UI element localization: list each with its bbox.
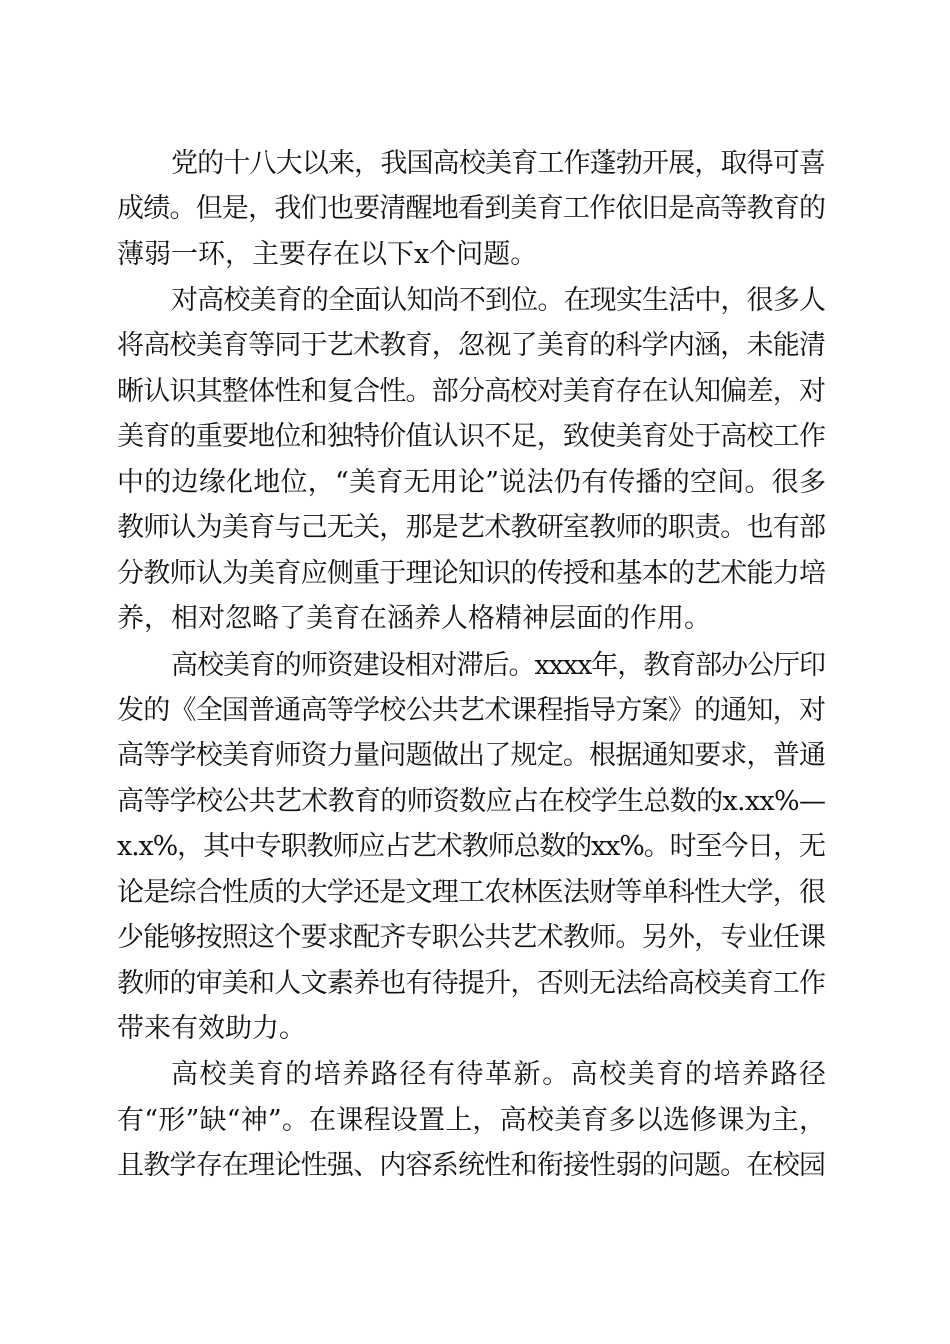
- line-text: 教师的审美和人文素养也有待提升，否则无法给高校美育工作: [117, 968, 826, 999]
- line-text: 有“形”缺“神”。在课程设置上，高校美育多以选修课为主，: [117, 1105, 827, 1136]
- paragraph-2-line-3: [0, 372, 950, 412]
- line-text: 将高校美育等同于艺术教育，忽视了美育的科学内涵，未能清: [117, 330, 826, 361]
- line-text: 分教师认为美育应侧重于理论知识的传授和基本的艺术能力培: [117, 558, 826, 589]
- paragraph-3-line-3: [0, 736, 950, 776]
- line-text: 高等学校公共艺术教育的师资数应占在校学生总数的x.xx%—: [117, 786, 826, 817]
- paragraph-2-line-5: [0, 463, 950, 503]
- paragraph-2-line-6: [0, 508, 950, 548]
- paragraph-4-line-3: [0, 1146, 950, 1186]
- paragraph-2-line-1: [0, 281, 950, 321]
- line-text: 美育的重要地位和独特价值认识不足，致使美育处于高校工作: [117, 421, 826, 452]
- paragraph-4-line-1: [0, 1055, 950, 1095]
- line-text: 高校美育的师资建设相对滞后。xxxx年，教育部办公厅印: [171, 650, 825, 681]
- paragraph-1-line-2: [0, 189, 950, 229]
- line-text: 教师认为美育与己无关，那是艺术教研室教师的职责。也有部: [117, 512, 826, 543]
- line-text: 且教学存在理论性强、内容系统性和衔接性弱的问题。在校园: [117, 1150, 826, 1181]
- line-text: 党的十八大以来，我国高校美育工作蓬勃开展，取得可喜: [171, 148, 826, 179]
- paragraph-3-line-5: [0, 827, 950, 867]
- paragraph-3-line-9: [0, 1009, 950, 1049]
- paragraph-1-line-1: [0, 144, 950, 184]
- line-text: 发的《全国普通高等学校公共艺术课程指导方案》的通知，对: [117, 695, 826, 726]
- paragraph-3-line-7: [0, 918, 950, 958]
- line-text: 养，相对忽略了美育在涵养人格精神层面的作用。: [117, 603, 711, 634]
- paragraph-3-line-2: [0, 691, 950, 731]
- paragraph-1-line-3: [0, 235, 950, 275]
- line-text: 带来有效助力。: [117, 1013, 306, 1044]
- line-text: 少能够按照这个要求配齐专职公共艺术教师。另外，专业任课: [117, 922, 826, 953]
- line-text: 高校美育的培养路径有待革新。高校美育的培养路径: [171, 1059, 828, 1090]
- paragraph-3-line-8: [0, 964, 950, 1004]
- paragraph-4-line-2: [0, 1101, 950, 1141]
- paragraph-3-line-1: [0, 646, 950, 686]
- line-text: 论是综合性质的大学还是文理工农林医法财等单科性大学，很: [117, 877, 826, 908]
- paragraph-2-line-7: [0, 554, 950, 594]
- line-text: 对高校美育的全面认知尚不到位。在现实生活中，很多人: [171, 285, 826, 316]
- line-text: 中的边缘化地位，“美育无用论”说法仍有传播的空间。很多: [117, 467, 827, 498]
- line-text: x.x%，其中专职教师应占艺术教师总数的xx%。时至今日，无: [117, 831, 825, 862]
- line-text: 高等学校美育师资力量问题做出了规定。根据通知要求，普通: [117, 740, 826, 771]
- paragraph-2-line-8: [0, 599, 950, 639]
- line-text: 成绩。但是，我们也要清醒地看到美育工作依旧是高等教育的: [117, 193, 826, 224]
- paragraph-3-line-4: [0, 782, 950, 822]
- paragraph-3-line-6: [0, 873, 950, 913]
- paragraph-2-line-4: [0, 417, 950, 457]
- paragraph-2-line-2: [0, 326, 950, 366]
- line-text: 薄弱一环，主要存在以下x个问题。: [117, 239, 538, 270]
- line-text: 晰认识其整体性和复合性。部分高校对美育存在认知偏差，对: [117, 376, 826, 407]
